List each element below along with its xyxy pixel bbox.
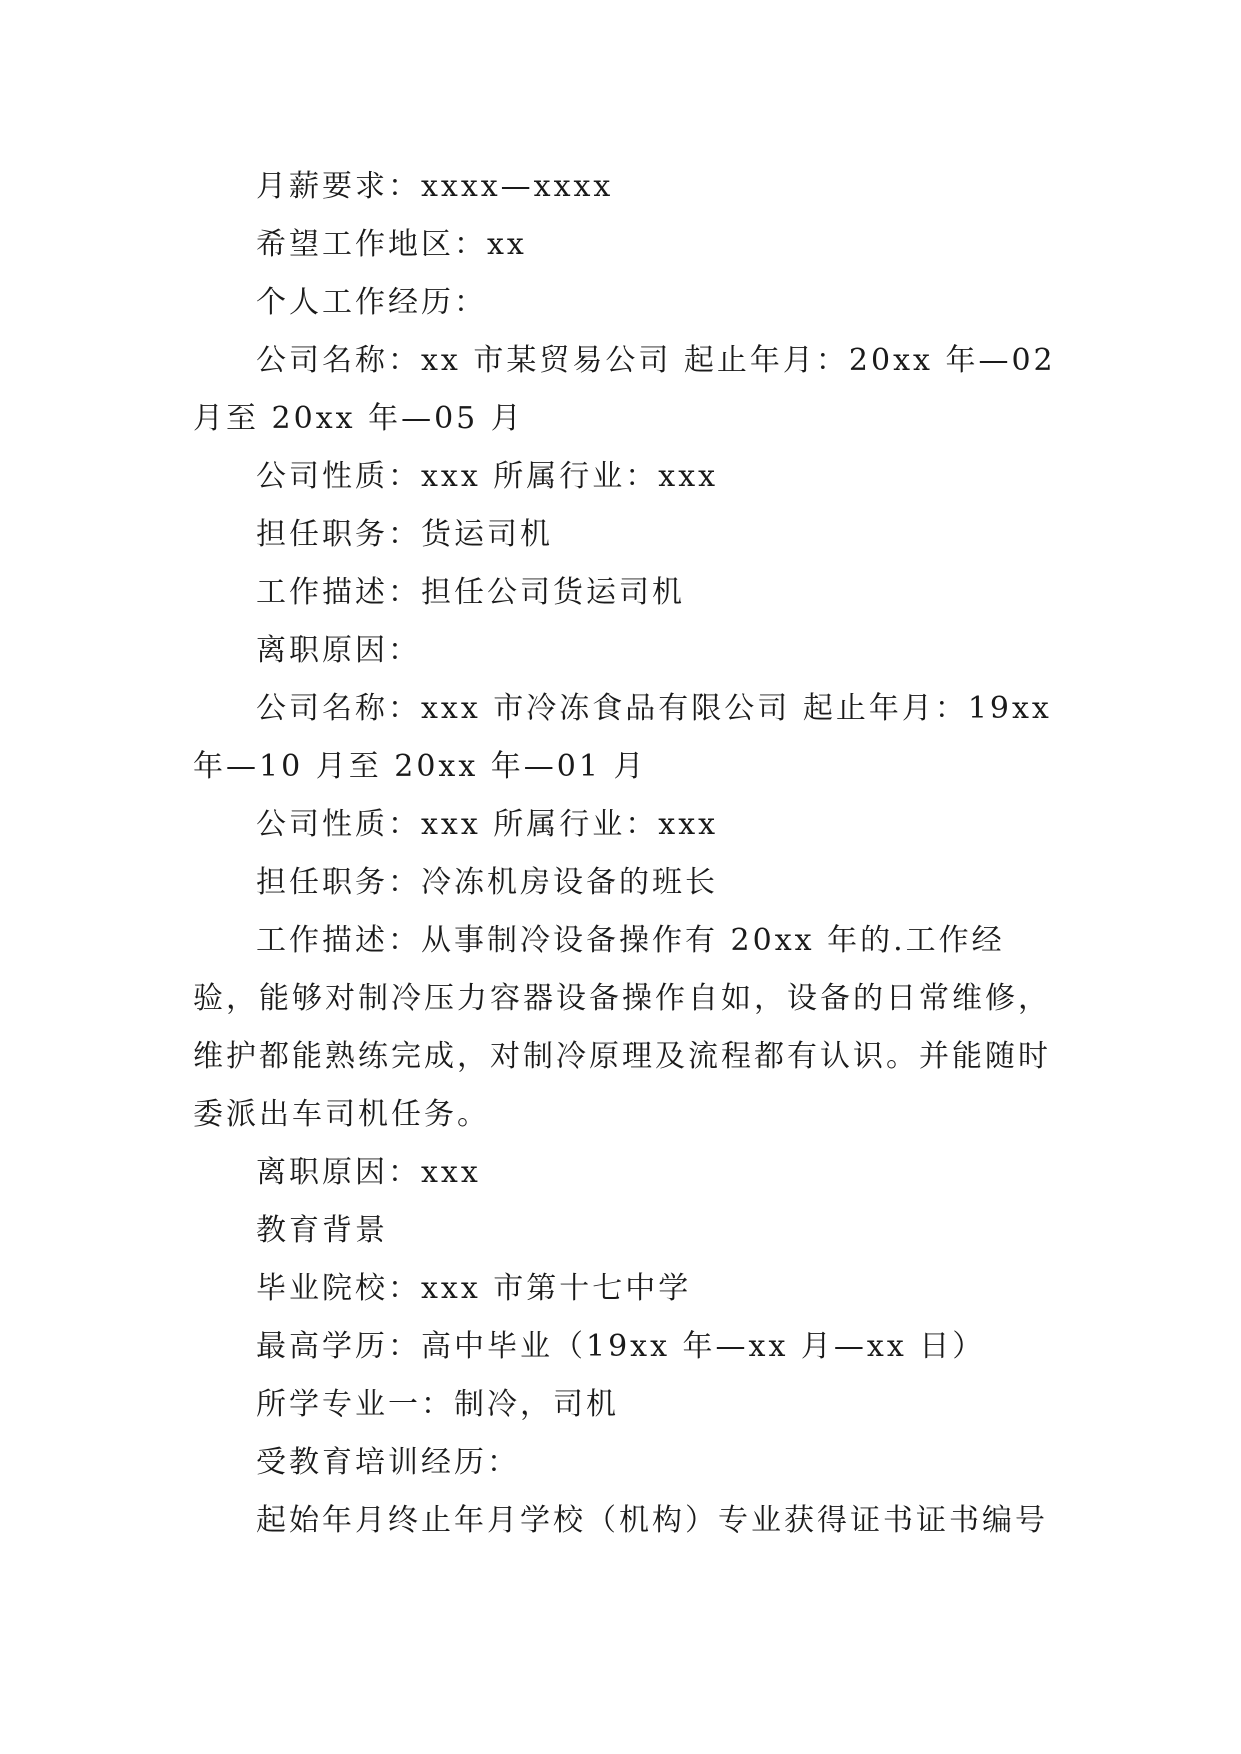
company-1-nature-industry: 公司性质：xxx 所属行业：xxx <box>256 459 719 494</box>
company-1-position: 担任职务：货运司机 <box>256 517 553 552</box>
training-heading: 受教育培训经历： <box>256 1445 520 1480</box>
training-table-header: 起始年月终止年月学校（机构）专业获得证书证书编号 <box>256 1503 1048 1538</box>
company-2-nature-industry: 公司性质：xxx 所属行业：xxx <box>256 807 719 842</box>
major: 所学专业一：制冷，司机 <box>256 1387 619 1422</box>
desired-location: 希望工作地区：xx <box>256 227 527 262</box>
highest-degree: 最高学历：高中毕业（19xx 年—xx 月—xx 日） <box>256 1329 986 1364</box>
company-1-description: 工作描述：担任公司货运司机 <box>256 575 685 610</box>
company-2-name-period: 公司名称：xxx 市冷冻食品有限公司 起止年月：19xx 年—10 月至 20xx 年—01 月 <box>193 691 1052 784</box>
company-2-leave-reason: 离职原因：xxx <box>256 1155 481 1190</box>
company-2-position: 担任职务：冷冻机房设备的班长 <box>256 865 718 900</box>
document-body <box>193 158 1063 1550</box>
graduate-school: 毕业院校：xxx 市第十七中学 <box>256 1271 692 1306</box>
education-heading: 教育背景 <box>256 1213 388 1248</box>
work-history-heading: 个人工作经历： <box>256 285 487 320</box>
company-1-name-period: 公司名称：xx 市某贸易公司 起止年月：20xx 年—02 月至 20xx 年—05 月 <box>193 343 1056 436</box>
company-2-description: 工作描述：从事制冷设备操作有 20xx 年的.工作经验，能够对制冷压力容器设备操作自如，设备的日常维修，维护都能熟练完成，对制冷原理及流程都有认识。并能随时委派出车司机任务。 <box>193 923 1051 1132</box>
salary-requirement: 月薪要求：xxxx—xxxx <box>256 169 614 204</box>
company-1-leave-reason: 离职原因： <box>256 633 421 668</box>
